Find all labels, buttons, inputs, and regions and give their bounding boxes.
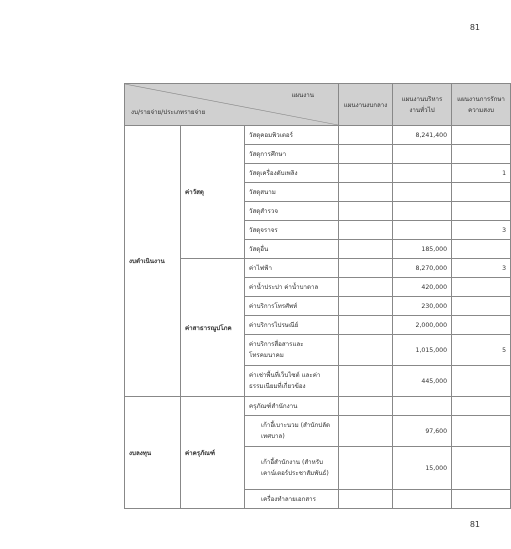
cell-central <box>339 259 393 278</box>
table-row <box>125 259 511 278</box>
header-plan-label: แผนงาน <box>291 92 315 99</box>
header-general-admin: แผนงานบริหารงานทั่วไป <box>393 84 452 126</box>
subgroup-materials: ค่าวัสดุ <box>181 126 245 259</box>
cell-general-admin <box>393 183 452 202</box>
item-label: ครุภัณฑ์สำนักงาน <box>245 397 339 416</box>
cell-central <box>339 278 393 297</box>
item-label: วัสดุเครื่องดับเพลิง <box>245 164 339 183</box>
cell-general-admin <box>393 164 452 183</box>
budget-table <box>124 83 511 509</box>
table-row <box>125 126 511 145</box>
cell-central <box>339 316 393 335</box>
cell-central <box>339 183 393 202</box>
cell-public-order <box>452 397 511 416</box>
cell-general-admin: 420,000 <box>393 278 452 297</box>
item-label: ค่าบริการสื่อสารและโทรคมนาคม <box>245 335 339 366</box>
item-label: ค่าบริการไปรษณีย์ <box>245 316 339 335</box>
cell-central <box>339 397 393 416</box>
cell-general-admin: 185,000 <box>393 240 452 259</box>
header-expense-type-label: งบ/รายจ่าย/ประเภทรายจ่าย <box>131 109 206 116</box>
item-label: วัสดุสำรวจ <box>245 202 339 221</box>
cell-public-order <box>452 145 511 164</box>
table-row <box>125 397 511 416</box>
cell-public-order <box>452 126 511 145</box>
header-public-order: แผนงานการรักษาความสงบ <box>452 84 511 126</box>
cell-central <box>339 416 393 447</box>
cell-central <box>339 202 393 221</box>
cell-public-order: 3 <box>452 221 511 240</box>
item-label: วัสดุการศึกษา <box>245 145 339 164</box>
group-investment-budget: งบลงทุน <box>125 397 181 509</box>
cell-public-order <box>452 416 511 447</box>
diagonal-header-cell <box>125 84 339 126</box>
item-label: ค่าน้ำประปา ค่าน้ำบาดาล <box>245 278 339 297</box>
cell-public-order <box>452 447 511 490</box>
cell-general-admin: 230,000 <box>393 297 452 316</box>
cell-central <box>339 240 393 259</box>
cell-public-order <box>452 366 511 397</box>
cell-general-admin: 15,000 <box>393 447 452 490</box>
cell-public-order <box>452 316 511 335</box>
item-label: ค่าเช่าพื้นที่เว็บไซต์ และค่าธรรมเนียมที่เกี่ยวข้อง <box>245 366 339 397</box>
cell-general-admin <box>393 202 452 221</box>
subgroup-utilities: ค่าสาธารณูปโภค <box>181 259 245 397</box>
cell-general-admin: 97,600 <box>393 416 452 447</box>
cell-public-order: 5 <box>452 335 511 366</box>
cell-public-order <box>452 278 511 297</box>
item-label: ค่าบริการโทรศัพท์ <box>245 297 339 316</box>
cell-central <box>339 366 393 397</box>
cell-central <box>339 490 393 509</box>
cell-public-order <box>452 183 511 202</box>
cell-public-order <box>452 202 511 221</box>
cell-general-admin <box>393 221 452 240</box>
cell-general-admin: 8,270,000 <box>393 259 452 278</box>
cell-public-order <box>452 240 511 259</box>
item-label: ค่าไฟฟ้า <box>245 259 339 278</box>
cell-central <box>339 297 393 316</box>
budget-table-container <box>124 83 507 509</box>
cell-general-admin <box>393 397 452 416</box>
item-label: เครื่องทำลายเอกสาร <box>245 490 339 509</box>
header-row <box>125 84 511 126</box>
item-label: เก้าอี้สำนักงาน (สำหรับเคาน์เตอร์ประชาสัมพันธ์) <box>245 447 339 490</box>
cell-general-admin: 8,241,400 <box>393 126 452 145</box>
group-operating-budget: งบดำเนินงาน <box>125 126 181 397</box>
header-central-fund: แผนงานงบกลาง <box>339 84 393 126</box>
subgroup-equipment: ค่าครุภัณฑ์ <box>181 397 245 509</box>
cell-public-order <box>452 297 511 316</box>
item-label: วัสดุสนาม <box>245 183 339 202</box>
cell-central <box>339 164 393 183</box>
cell-central <box>339 447 393 490</box>
cell-central <box>339 335 393 366</box>
cell-central <box>339 221 393 240</box>
cell-general-admin <box>393 145 452 164</box>
cell-central <box>339 145 393 164</box>
cell-general-admin: 2,000,000 <box>393 316 452 335</box>
cell-general-admin: 445,000 <box>393 366 452 397</box>
cell-public-order <box>452 490 511 509</box>
item-label: วัสดุอื่น <box>245 240 339 259</box>
cell-public-order: 3 <box>452 259 511 278</box>
item-label: วัสดุจราจร <box>245 221 339 240</box>
cell-central <box>339 126 393 145</box>
item-label: วัสดุคอมพิวเตอร์ <box>245 126 339 145</box>
cell-general-admin: 1,015,000 <box>393 335 452 366</box>
page-number-top: 81 <box>469 23 480 32</box>
cell-general-admin <box>393 490 452 509</box>
page-number-bottom: 81 <box>469 520 480 529</box>
cell-public-order: 1 <box>452 164 511 183</box>
item-label: เก้าอี้เบาะนวม (สำนักปลัดเทศบาล) <box>245 416 339 447</box>
